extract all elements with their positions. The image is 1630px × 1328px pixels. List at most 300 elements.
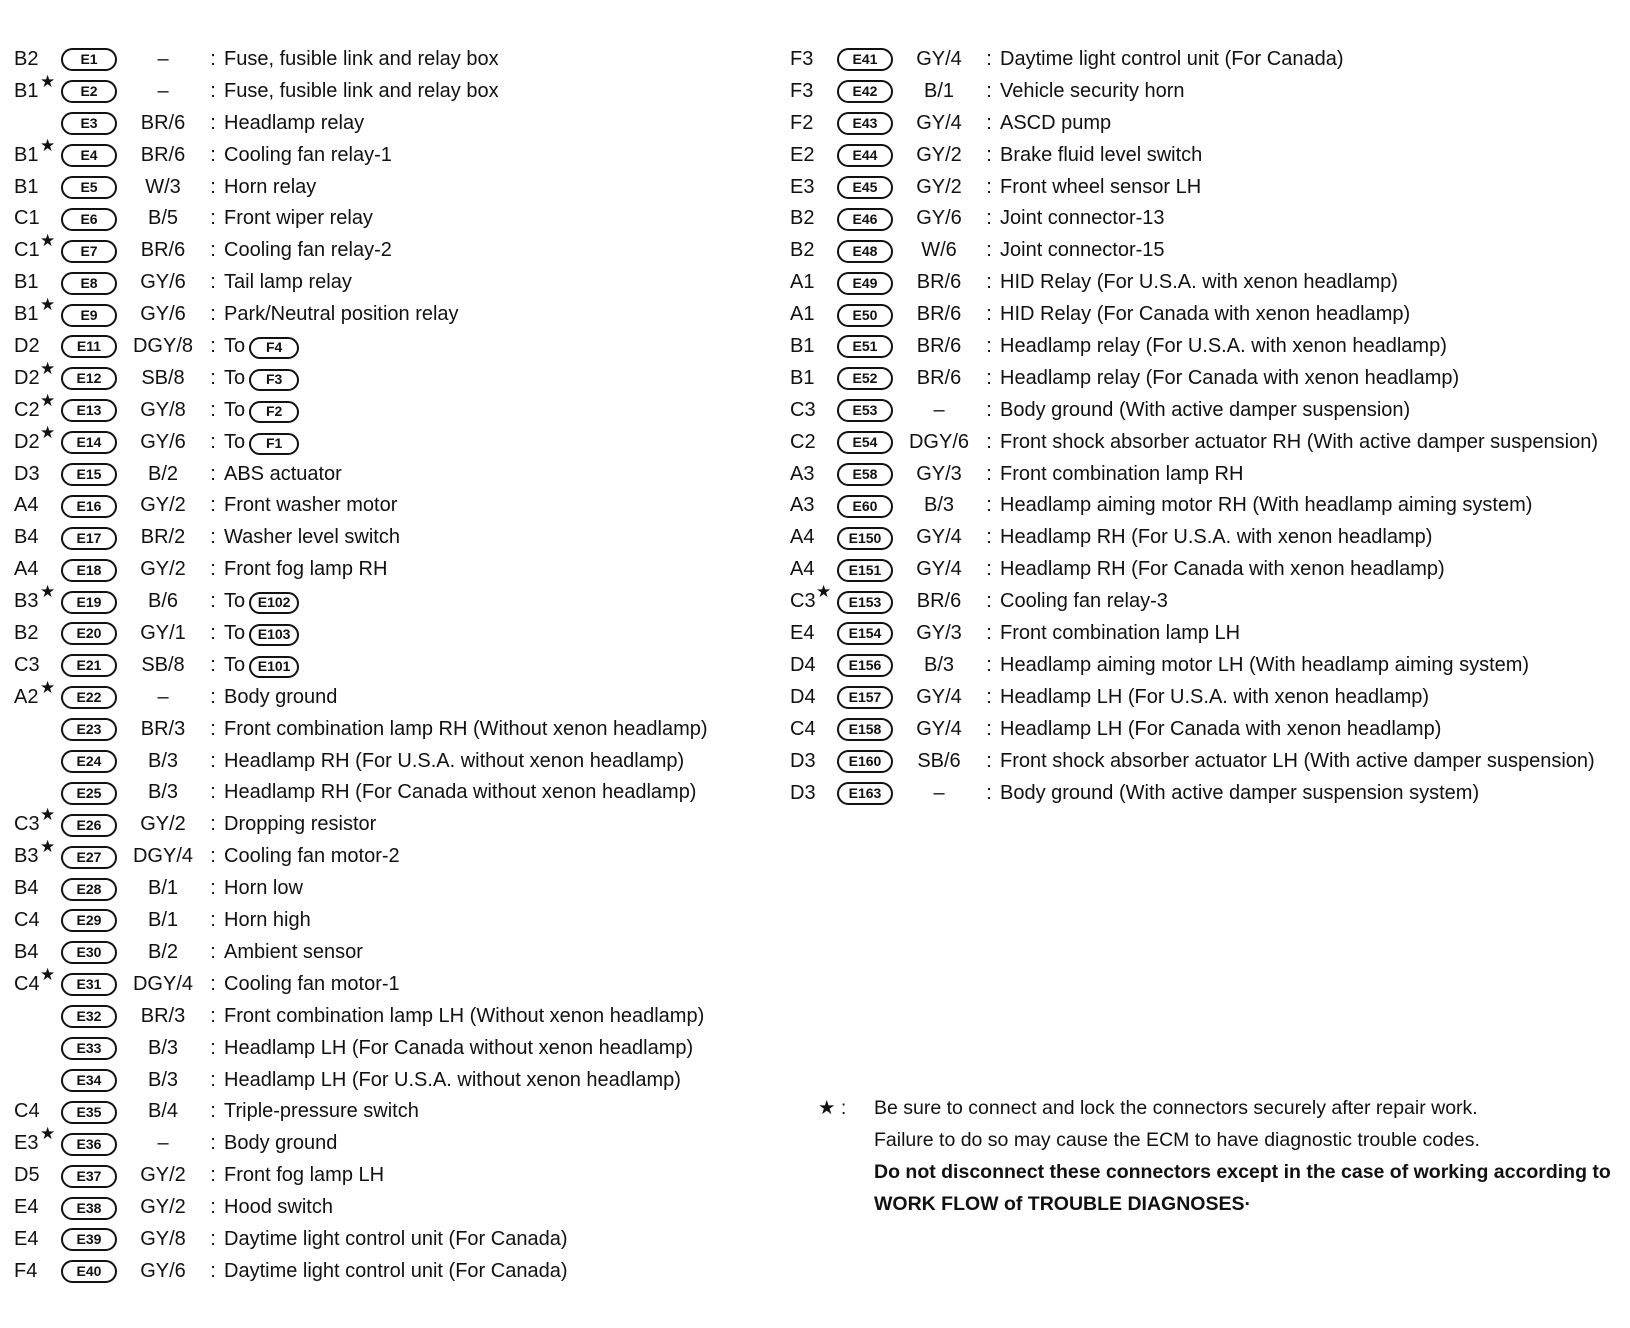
wire-code: GY/4 <box>916 717 962 740</box>
connector-row <box>14 650 789 682</box>
connector-badge: E31 <box>61 973 117 996</box>
connector-row <box>14 1065 789 1097</box>
wire-code: B/5 <box>147 207 179 230</box>
connector-badge-wrap <box>54 44 124 76</box>
grid-location <box>790 299 830 331</box>
grid-location-text: C4 <box>14 972 40 995</box>
connector-description <box>1000 682 1626 714</box>
wire-code: B/1 <box>923 79 955 102</box>
connector-badge: E1 <box>61 48 117 71</box>
connector-row <box>790 363 1626 395</box>
connector-badge: E26 <box>61 814 117 837</box>
connector-description <box>1000 778 1626 810</box>
connector-row <box>790 172 1626 204</box>
star-icon: ★ <box>40 358 56 378</box>
connector-description <box>224 459 789 491</box>
separator-colon: : <box>986 653 992 676</box>
wire-code: BR/3 <box>140 717 186 740</box>
connector-badge: E30 <box>61 941 117 964</box>
connector-description <box>224 1001 789 1033</box>
connector-description <box>224 841 789 873</box>
grid-location-text: E4 <box>14 1227 39 1250</box>
description-text: Headlamp relay (For Canada with xenon headlamp) <box>1000 366 1460 389</box>
grid-location-text: D3 <box>14 462 40 485</box>
connector-badge-wrap <box>54 1128 124 1160</box>
description-text: Front combination lamp LH (Without xenon headlamp) <box>224 1004 705 1027</box>
connector-badge: E37 <box>61 1165 117 1188</box>
wire-code: DGY/4 <box>132 972 194 995</box>
description-text: Brake fluid level switch <box>1000 143 1203 166</box>
separator-colon: : <box>210 207 216 230</box>
separator-colon: : <box>210 398 216 421</box>
description-text: Headlamp LH (For U.S.A. without xenon headlamp) <box>224 1068 681 1091</box>
separator-colon: : <box>210 462 216 485</box>
separator-colon: : <box>986 717 992 740</box>
connector-row <box>790 682 1626 714</box>
connector-row <box>14 746 789 778</box>
wire-code: GY/4 <box>916 48 962 70</box>
connector-row <box>14 44 789 76</box>
wire-code: W/6 <box>921 239 957 262</box>
connector-description <box>224 363 789 395</box>
separator-colon: : <box>986 494 992 517</box>
connector-badge-wrap <box>830 108 900 140</box>
wire-code: GY/2 <box>916 175 962 198</box>
separator-colon: : <box>210 940 216 963</box>
wire-code: GY/2 <box>140 1196 186 1219</box>
connector-badge-wrap <box>830 76 900 108</box>
wire-code: BR/6 <box>140 111 186 134</box>
connector-badge-wrap <box>54 235 124 267</box>
connector-row <box>790 459 1626 491</box>
connector-description <box>1000 714 1626 746</box>
connector-description <box>1000 44 1626 76</box>
connector-badge: E58 <box>837 463 893 486</box>
connector-description <box>224 777 789 809</box>
connector-badge-wrap <box>54 650 124 682</box>
connector-badge-wrap <box>54 1192 124 1224</box>
connector-badge-wrap <box>54 490 124 522</box>
connector-row <box>790 778 1626 810</box>
grid-location <box>14 1224 54 1256</box>
separator-colon: : <box>986 558 992 581</box>
star-icon: ★ <box>816 582 832 602</box>
connector-badge: E19 <box>61 591 117 614</box>
wire-code: DGY/4 <box>132 845 194 868</box>
connector-badge-wrap <box>54 1033 124 1065</box>
wire-code: – <box>157 685 169 708</box>
wire-code: W/3 <box>145 175 181 198</box>
separator-colon: : <box>986 48 992 70</box>
separator-colon: : <box>210 1164 216 1187</box>
connector-badge: E158 <box>837 718 893 741</box>
connector-row <box>14 873 789 905</box>
connector-badge: E52 <box>837 367 893 390</box>
connector-row <box>790 299 1626 331</box>
connector-row <box>14 1256 789 1288</box>
connector-badge-wrap <box>830 778 900 810</box>
connector-row <box>14 582 789 618</box>
grid-location-text: E3 <box>790 175 815 198</box>
note-block <box>818 1092 1618 1220</box>
grid-location-text: A4 <box>14 558 39 581</box>
connector-badge-wrap <box>830 650 900 682</box>
connector-badge: E42 <box>837 80 893 103</box>
grid-location <box>790 490 830 522</box>
connector-badge-wrap <box>54 427 124 459</box>
wire-code: – <box>157 79 169 102</box>
description-text: Body ground <box>224 1132 338 1155</box>
connector-description <box>224 172 789 204</box>
connector-description <box>224 586 789 618</box>
connector-badge-wrap <box>54 522 124 554</box>
connector-description <box>224 140 789 172</box>
connector-badge-wrap <box>830 490 900 522</box>
wire-code: B/3 <box>147 781 179 804</box>
connector-badge-wrap <box>54 873 124 905</box>
description-text: Front wiper relay <box>224 207 373 230</box>
grid-location <box>14 905 54 937</box>
grid-location <box>790 267 830 299</box>
description-text: Daytime light control unit (For Canada) <box>224 1259 568 1282</box>
grid-location <box>14 837 56 873</box>
grid-location-text: F3 <box>790 79 814 102</box>
description-text: Headlamp RH (For U.S.A. without xenon headlamp) <box>224 749 685 772</box>
target-connector-badge: E102 <box>249 592 299 614</box>
connector-badge-wrap <box>830 459 900 491</box>
connector-row <box>14 837 789 873</box>
connector-description <box>224 746 789 778</box>
separator-colon: : <box>210 79 216 102</box>
connector-badge-wrap <box>830 44 900 76</box>
grid-location-text: A2 <box>14 685 39 708</box>
connector-badge: E36 <box>61 1133 117 1156</box>
star-icon: ★ <box>40 964 56 984</box>
separator-colon: : <box>986 462 992 485</box>
grid-location-text: A3 <box>790 462 815 485</box>
connector-description <box>224 490 789 522</box>
grid-location-text: A1 <box>790 271 815 294</box>
connector-description <box>1000 586 1626 618</box>
description-text: To <box>224 335 246 358</box>
grid-location <box>14 231 56 267</box>
connector-row <box>14 777 789 809</box>
target-connector-badge: F4 <box>249 337 299 359</box>
connector-badge: E6 <box>61 208 117 231</box>
separator-colon: : <box>210 685 216 708</box>
grid-location <box>790 582 832 618</box>
grid-location <box>14 1160 54 1192</box>
grid-location-text: D2 <box>14 430 40 453</box>
wire-code: B/3 <box>147 1036 179 1059</box>
connector-row <box>14 1124 789 1160</box>
grid-location <box>790 459 830 491</box>
target-connector-badge: F2 <box>249 401 299 423</box>
connector-badge: E18 <box>61 559 117 582</box>
grid-location-text: B4 <box>14 877 39 900</box>
connector-badge-wrap <box>54 937 124 969</box>
separator-colon: : <box>210 1068 216 1091</box>
separator-colon: : <box>210 749 216 772</box>
grid-location <box>14 1124 56 1160</box>
connector-row <box>790 76 1626 108</box>
connector-badge: E40 <box>61 1260 117 1283</box>
connector-row <box>14 937 789 969</box>
wire-code: GY/2 <box>140 1164 186 1187</box>
wire-code: BR/3 <box>140 1004 186 1027</box>
connector-badge: E25 <box>61 782 117 805</box>
wire-code: – <box>933 781 945 804</box>
description-text: Horn low <box>224 877 303 900</box>
separator-colon: : <box>210 271 216 294</box>
separator-colon: : <box>210 366 216 389</box>
description-text: Front combination lamp RH (Without xenon headlamp) <box>224 717 708 740</box>
description-text: Fuse, fusible link and relay box <box>224 79 499 102</box>
connector-badge-wrap <box>830 682 900 714</box>
connector-description <box>224 1096 789 1128</box>
connector-description <box>1000 299 1626 331</box>
connector-badge-wrap <box>830 618 900 650</box>
connector-description <box>1000 395 1626 427</box>
grid-location-text: A4 <box>790 558 815 581</box>
star-icon: ★ <box>40 582 56 602</box>
description-text: Front combination lamp LH <box>1000 622 1241 645</box>
grid-location-text: D3 <box>790 749 816 772</box>
connector-badge: E49 <box>837 272 893 295</box>
grid-location-text: B3 <box>14 590 39 613</box>
separator-colon: : <box>986 685 992 708</box>
separator-colon: : <box>210 972 216 995</box>
separator-colon: : <box>986 303 992 326</box>
connector-badge-wrap <box>54 714 124 746</box>
separator-colon: : <box>210 335 216 358</box>
wire-code: GY/1 <box>140 622 186 645</box>
wire-code: B/3 <box>923 653 955 676</box>
separator-colon: : <box>210 622 216 645</box>
separator-colon: : <box>210 717 216 740</box>
connector-badge: E2 <box>61 80 117 103</box>
connector-row <box>790 395 1626 427</box>
grid-location <box>790 203 830 235</box>
connector-description <box>224 203 789 235</box>
connector-description <box>1000 427 1626 459</box>
connector-description <box>1000 522 1626 554</box>
connector-description <box>224 1192 789 1224</box>
connector-badge: E24 <box>61 750 117 773</box>
grid-location <box>14 422 56 459</box>
wire-code: GY/2 <box>140 558 186 581</box>
connector-description <box>224 714 789 746</box>
wire-code: GY/6 <box>140 1259 186 1282</box>
connector-description <box>1000 235 1626 267</box>
grid-location-text: D5 <box>14 1164 40 1187</box>
grid-location-text: D2 <box>14 366 40 389</box>
wire-code: BR/2 <box>140 526 186 549</box>
connector-badge-wrap <box>54 1001 124 1033</box>
wire-code: GY/3 <box>916 622 962 645</box>
wire-code: GY/6 <box>140 430 186 453</box>
grid-location <box>790 235 830 267</box>
description-text: To <box>224 590 246 613</box>
grid-location-text: F3 <box>790 48 814 70</box>
connector-description <box>224 108 789 140</box>
wire-code: SB/6 <box>917 749 961 772</box>
grid-location <box>790 140 830 172</box>
description-text: Front wheel sensor LH <box>1000 175 1202 198</box>
connector-row <box>14 267 789 299</box>
description-text: Headlamp RH (For Canada with xenon headlamp) <box>1000 558 1445 581</box>
connector-badge-wrap <box>830 235 900 267</box>
connector-row <box>14 714 789 746</box>
connector-badge-wrap <box>54 299 124 331</box>
description-text: Park/Neutral position relay <box>224 303 459 326</box>
grid-location-text: C4 <box>14 909 40 932</box>
connector-description <box>224 937 789 969</box>
connector-badge: E11 <box>61 335 117 358</box>
connector-badge: E22 <box>61 686 117 709</box>
separator-colon: : <box>210 239 216 262</box>
connector-badge: E156 <box>837 654 893 677</box>
grid-location-text: E4 <box>14 1196 39 1219</box>
grid-location-text: A4 <box>790 526 815 549</box>
connector-badge-wrap <box>830 267 900 299</box>
connector-badge: E14 <box>61 431 117 454</box>
connector-badge: E16 <box>61 495 117 518</box>
connector-badge: E151 <box>837 559 893 582</box>
connector-badge: E7 <box>61 240 117 263</box>
separator-colon: : <box>210 1196 216 1219</box>
connector-badge: E5 <box>61 176 117 199</box>
connector-badge: E28 <box>61 878 117 901</box>
wire-code: – <box>157 48 169 70</box>
star-icon: ★ <box>40 837 56 857</box>
connector-description <box>224 427 789 459</box>
connector-row <box>14 677 789 714</box>
connector-row <box>14 490 789 522</box>
separator-colon: : <box>210 909 216 932</box>
connector-row <box>790 108 1626 140</box>
connector-badge-wrap <box>54 618 124 650</box>
separator-colon: : <box>210 111 216 134</box>
connector-description <box>224 1224 789 1256</box>
connector-badge: E54 <box>837 431 893 454</box>
separator-colon: : <box>210 781 216 804</box>
description-text: Washer level switch <box>224 526 400 549</box>
description-text: To <box>224 398 246 421</box>
description-text: Headlamp RH (For U.S.A. with xenon headlamp) <box>1000 526 1433 549</box>
star-icon: ★ <box>40 805 56 825</box>
separator-colon: : <box>210 653 216 676</box>
connector-badge: E8 <box>61 272 117 295</box>
description-text: ASCD pump <box>1000 111 1112 134</box>
connector-badge: E41 <box>837 48 893 71</box>
connector-description <box>224 554 789 586</box>
connector-badge-wrap <box>54 1224 124 1256</box>
connector-badge-wrap <box>54 1160 124 1192</box>
connector-badge-wrap <box>54 108 124 140</box>
description-text: Daytime light control unit (For Canada) <box>224 1227 568 1250</box>
separator-colon: : <box>986 79 992 102</box>
grid-location <box>790 44 830 76</box>
grid-location-text: B2 <box>14 48 39 70</box>
wire-code: GY/6 <box>140 271 186 294</box>
connector-badge: E39 <box>61 1228 117 1251</box>
separator-colon: : <box>210 590 216 613</box>
wire-code: GY/2 <box>916 143 962 166</box>
connector-description <box>1000 108 1626 140</box>
grid-location-text: D3 <box>790 781 816 804</box>
connector-row <box>14 108 789 140</box>
connector-badge: E35 <box>61 1101 117 1124</box>
connector-row <box>790 582 1626 618</box>
connector-row <box>14 295 789 331</box>
connector-description <box>1000 76 1626 108</box>
grid-location-text: F2 <box>790 111 814 134</box>
description-text: Joint connector-15 <box>1000 239 1165 262</box>
connector-badge-wrap <box>54 1256 124 1288</box>
connector-row <box>790 267 1626 299</box>
grid-location-text: C1 <box>14 239 40 262</box>
connector-row <box>14 331 789 363</box>
grid-location <box>14 295 56 331</box>
grid-location-text: C2 <box>790 430 816 453</box>
connector-description <box>224 1256 789 1288</box>
separator-colon: : <box>986 526 992 549</box>
connector-row <box>14 554 789 586</box>
grid-location <box>790 108 830 140</box>
separator-colon: : <box>986 335 992 358</box>
connector-description <box>224 1160 789 1192</box>
connector-badge-wrap <box>54 331 124 363</box>
connector-badge: E20 <box>61 622 117 645</box>
connector-badge: E45 <box>837 176 893 199</box>
grid-location <box>790 331 830 363</box>
connector-description <box>224 873 789 905</box>
grid-location-text: C3 <box>14 813 40 836</box>
connector-description <box>1000 490 1626 522</box>
connector-badge-wrap <box>54 172 124 204</box>
grid-location-text: C4 <box>14 1100 40 1123</box>
star-icon: ★ <box>40 295 56 315</box>
grid-location <box>790 650 830 682</box>
connector-row <box>790 331 1626 363</box>
connector-row <box>14 231 789 267</box>
target-connector-badge: F1 <box>249 433 299 455</box>
description-text: ABS actuator <box>224 462 342 485</box>
connector-badge: E29 <box>61 909 117 932</box>
connector-badge: E44 <box>837 144 893 167</box>
connector-badge: E43 <box>837 112 893 135</box>
description-text: Headlamp aiming motor LH (With headlamp aiming system) <box>1000 653 1530 676</box>
grid-location-text: E3 <box>14 1132 39 1155</box>
connector-badge-wrap <box>830 522 900 554</box>
connector-description <box>1000 746 1626 778</box>
description-text: Front combination lamp RH <box>1000 462 1244 485</box>
grid-location <box>14 873 54 905</box>
connector-badge-wrap <box>830 331 900 363</box>
wire-code: SB/8 <box>141 366 185 389</box>
connector-badge-wrap <box>54 905 124 937</box>
target-connector-badge: F3 <box>249 369 299 391</box>
connector-row <box>14 1192 789 1224</box>
star-icon: ★ <box>40 71 56 91</box>
wire-code: DGY/6 <box>908 430 970 453</box>
grid-location-text: B1 <box>14 303 39 326</box>
grid-location <box>790 363 830 395</box>
wire-code: GY/2 <box>140 494 186 517</box>
description-text: Joint connector-13 <box>1000 207 1165 230</box>
connector-badge: E23 <box>61 718 117 741</box>
